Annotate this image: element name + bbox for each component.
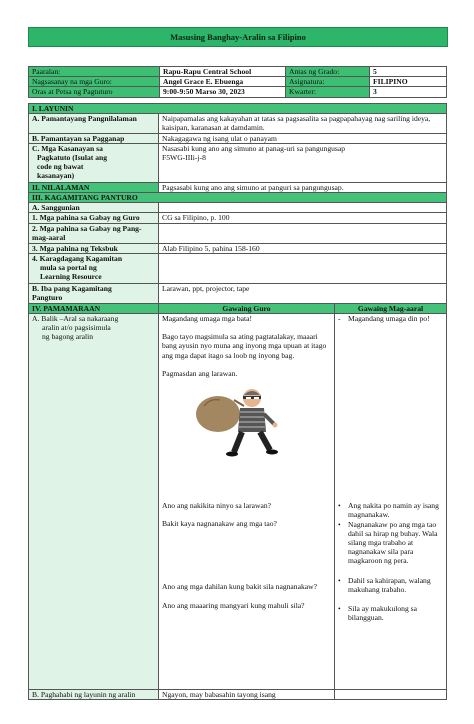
balik-aral-line: aralin at/o pagsisimula [42, 323, 111, 333]
portal-label [29, 253, 159, 283]
gabay-magaaral-label [29, 223, 159, 243]
teksbuk-value: Alab Filipino 5, pahina 158-160 [159, 243, 447, 253]
guro-question-1: Ano ang nakikita ninyo sa larawan? [162, 501, 272, 511]
paghahabi-value: Ngayon, may babasahin tayong isang [159, 690, 335, 700]
kasanayan-code: F5WG-IIIi-j-8 [162, 153, 206, 163]
gawaing-magaaral-header: Gawaing Mag-aaral [335, 303, 447, 313]
guro-value: Angel Grace E. Ebuenga [160, 77, 286, 87]
paghahabi-magaaral [335, 690, 447, 700]
gawaing-guro-cell [159, 314, 335, 690]
gawaing-guro-header: Gawaing Guro [159, 303, 335, 313]
kwarter-label: Kwarter: [286, 87, 370, 97]
bullet-marker: • [338, 575, 341, 585]
sanggunian-label: A. Sanggunian [29, 203, 159, 213]
info-table [28, 66, 447, 98]
kasanayan-label-line: code ng bawat [37, 162, 84, 172]
iba-kagamitan-value: Larawan, ppt, projector, tape [159, 283, 447, 303]
gabay-magaaral-line: mag-aaral [32, 232, 66, 242]
response-text: Sila ay makukulong sa bilangguan. [348, 604, 417, 623]
section-kagamitan: III. KAGAMITANG PANTURO [29, 193, 447, 203]
paghahabi-label: B. Paghahabi ng layunin ng aralin [29, 690, 159, 700]
response-text: Nagnanakaw po ang mga tao dahil sa hirap ng buhay. Wala silang mga trabaho at nagnanakaw sila para magkaroon ng pera. [348, 519, 438, 566]
asignatura-value: FILIPINO [370, 77, 447, 87]
dash-marker: - [338, 314, 341, 324]
balik-aral-label [29, 314, 159, 690]
guro-question-3: Ano ang mga dahilan kung bakit sila nagnanakaw? [162, 582, 317, 592]
iba-kagamitan-line: B. Iba pang Kagamitang [32, 283, 112, 293]
magaaral-response-2 [338, 501, 443, 519]
guro-picture-prompt: Pagmasdan ang larawan. [162, 368, 238, 378]
kasanayan-label [29, 143, 159, 182]
bullet-marker: • [338, 501, 341, 511]
paaralan-value: Rapu-Rapu Central School [160, 67, 286, 77]
kasanayan-label-line: Pagkatuto (Isulat ang [37, 153, 108, 163]
guro-greeting: Magandang umaga mga bata! [162, 314, 253, 324]
response-text: Ang nakita po namin ay isang magnanakaw. [348, 501, 439, 520]
balik-aral-line: ng bagong aralin [42, 332, 94, 342]
thief-illustration [190, 384, 290, 459]
gabay-magaaral-value [159, 223, 447, 243]
balik-aral-line: A. Balik –Aral sa nakaraang [32, 314, 119, 324]
pamantayang-pangnilalaman-value: Naipapamalas ang kakayahan at tatas sa pagsasalita sa pagpapahayag nag sariling ideya, kaisipan, karanasan at damdamin. [159, 114, 447, 133]
portal-label-line: Learning Resource [40, 272, 102, 282]
pamantayan-pagganap-value: Nakagagawa ng isang ulat o panayam [159, 133, 447, 143]
magaaral-response-1 [338, 314, 443, 323]
section-nilalaman: II. NILALAMAN [29, 182, 159, 192]
magaaral-response-5 [338, 604, 443, 622]
portal-value [159, 253, 447, 283]
title-banner [28, 27, 448, 47]
bullet-marker: • [338, 519, 341, 529]
antas-value: 5 [370, 67, 447, 77]
gabay-magaaral-line: 2. Mga pahina sa Gabay ng Pang- [32, 223, 142, 233]
kasanayan-label-line: kasanayan) [37, 171, 75, 181]
teksbuk-label: 3. Mga pahina ng Teksbuk [29, 243, 159, 253]
magaaral-response-4 [338, 576, 443, 594]
gawaing-magaaral-cell [335, 314, 447, 690]
kasanayan-value [159, 143, 447, 182]
kasanayan-label-line: C. Mga Kasanayan sa [32, 143, 103, 153]
iba-kagamitan-line: Pangturo [32, 293, 63, 303]
lesson-plan-table [28, 103, 447, 700]
asignatura-label: Asignatura: [286, 77, 370, 87]
response-text: Magandang umaga din po! [348, 314, 430, 324]
pamantayang-pangnilalaman-label: A. Pamantayang Pangnilalaman [29, 114, 159, 133]
oras-label: Oras at Petsa ng Pagtuturo [29, 87, 160, 97]
thief-icon [190, 384, 290, 459]
paaralan-label: Paaralan: [29, 67, 160, 77]
section-layunin: I. LAYUNIN [29, 104, 447, 114]
nilalaman-value: Pagsasabi kung ano ang simuno at panguri sa pangungusap. [159, 182, 447, 192]
antas-label: Antas ng Grado: [286, 67, 370, 77]
bullet-marker: • [338, 604, 341, 614]
kwarter-value: 3 [370, 87, 447, 97]
kasanayan-value-line: Nasasabi kung ano ang simuno at panag-uri sa pangungusap [162, 143, 346, 153]
guro-question-4: Ano ang maaaring mangyari kung mahuli sila? [162, 600, 305, 610]
response-text: Dahil sa kahirapan, walang makuhang trabaho. [348, 575, 431, 594]
sanggunian-value [159, 203, 447, 213]
gabay-guro-label: 1. Mga pahina sa Gabay ng Guro [29, 213, 159, 223]
guro-label: Nagsasanay na mga Guro: [29, 77, 160, 87]
portal-label-line: 4. Karagdagang Kagamitan [32, 253, 123, 263]
section-pamamaraan: IV. PAMAMARAAN [29, 303, 159, 313]
gabay-guro-value: CG sa Filipino, p. 100 [159, 213, 447, 223]
pamantayan-pagganap-label: B. Pamantayan sa Pagganap [29, 133, 159, 143]
portal-label-line: mula sa portal ng [40, 263, 97, 273]
magaaral-response-3 [338, 520, 443, 566]
guro-question-2: Bakit kaya nagnanakaw ang mga tao? [162, 519, 277, 529]
document-title: Masusing Banghay-Aralin sa Filipino [170, 32, 306, 42]
oras-value: 9:00-9:50 Marso 30, 2023 [160, 87, 286, 97]
iba-kagamitan-label [29, 283, 159, 303]
guro-instruction: Bago tayo magsimula sa ating pagtatalakay, maaari bang ayusin nyo muna ang inyong mga upuan at itago ang mga dapat itago sa loob ng inyong bag. [162, 332, 327, 360]
